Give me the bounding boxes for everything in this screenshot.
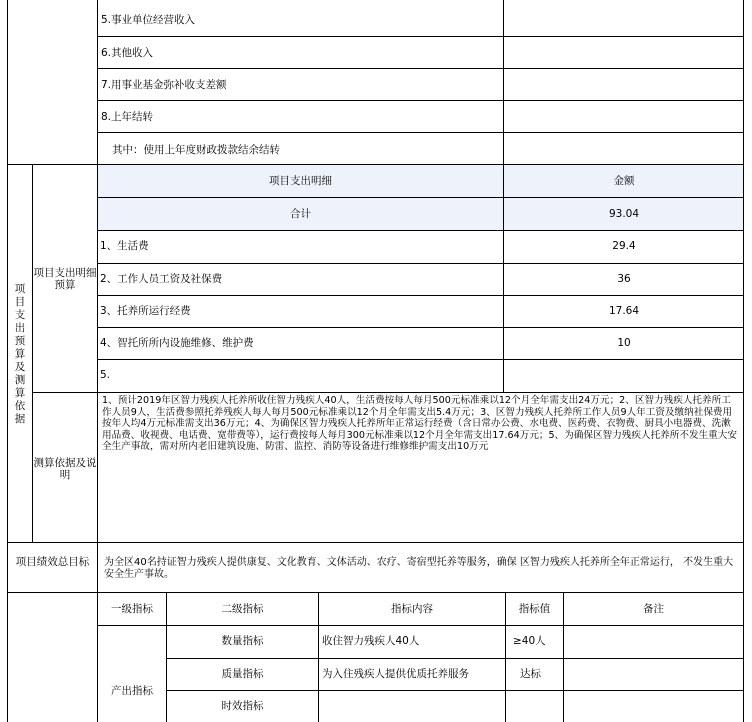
grid-line (32, 164, 33, 542)
grid-line (97, 295, 744, 296)
grid-line (97, 327, 744, 328)
detail-budget-label: 项目支出明细预算 (33, 267, 97, 291)
indicator-level2: 数量指标 (221, 635, 264, 647)
budget-section-label: 项目支出预算及测算依据 (14, 283, 26, 425)
basis-text: 1、预计2019年区智力残疾人托养所收住智力残疾人40人，生活费按每人每月500元标准乘以12个月全年需支出24万元；2、区智力残疾人托养所工作人员9人，生活费参照托养残疾人每人每月500元标准乘以12个月全年需支出5.4万元；3、区智力残疾人托养所工作人员9人年工资及缴纳社保费用按年人均4万元标准需支出36万元；4、为确保区智力残疾人托养所年正常运行经费（含日常办公费、水电费、医药费、衣物费、厨具小电器费、洗漱用品费、收视费、电话费、宽带费等），运行费按每人每月300元标准乘以12个月全年需支出17.64万元；5、为确保区智力残疾人托养所不发生重大安全生产事故，需对所内老旧建筑设施、防雷、监控、消防等设备进行维修维护需支出10万元 (102, 395, 737, 452)
detail-item-name: 3、托养所运行经费 (100, 305, 191, 317)
detail-item-name: 2、工作人员工资及社保费 (100, 273, 223, 285)
performance-goal-text: 为全区40名持证智力残疾人提供康复、文化教育、文体活动、农疗、寄宿型托养等服务，确保 区智力残疾人托养所全年正常运行， 不发生重大安全生产事故。 (104, 557, 734, 580)
indicator-content: 收住智力残疾人40人 (322, 635, 420, 647)
grid-line (97, 263, 744, 264)
detail-item-amount: 29.4 (612, 240, 636, 252)
grid-line (97, 132, 744, 133)
grid-line (166, 658, 744, 659)
detail-item-name: 4、智托所所内设施维修、维护费 (100, 337, 254, 349)
detail-item-amount: 10 (617, 337, 631, 349)
indicator-value: 达标 (520, 668, 541, 680)
detail-header-item: 项目支出明细 (269, 175, 332, 187)
grid-line (97, 197, 744, 198)
indicator-header-content: 指标内容 (391, 603, 433, 615)
grid-line (97, 68, 744, 69)
grid-line (97, 359, 744, 360)
indicator-group-label: 产出指标 (111, 685, 153, 697)
income-row-label: 其中：使用上年度财政拨款结余结转 (112, 144, 280, 156)
indicator-value: ≥40人 (513, 635, 546, 647)
income-row-label: 7.用事业基金弥补收支差额 (101, 79, 227, 91)
grid-line (7, 164, 744, 165)
total-amount: 93.04 (608, 208, 640, 220)
grid-line (32, 392, 744, 393)
income-row-label: 8.上年结转 (101, 111, 154, 123)
grid-line (743, 0, 744, 722)
grid-line (97, 0, 98, 164)
grid-line (97, 625, 744, 626)
grid-line (7, 542, 744, 543)
indicator-level2: 质量指标 (221, 668, 264, 680)
performance-goal-label: 项目绩效总目标 (15, 556, 90, 568)
detail-item-name: 1、生活费 (100, 240, 149, 252)
indicator-content: 为入住残疾人提供优质托养服务 (322, 668, 469, 680)
detail-header-amount: 金额 (613, 175, 635, 187)
indicator-header-value: 指标值 (518, 603, 551, 615)
indicator-header-level2: 二级指标 (221, 603, 264, 615)
detail-item-name: 5. (100, 369, 111, 381)
detail-item-amount: 36 (617, 273, 631, 285)
grid-line (97, 230, 744, 231)
grid-line (7, 0, 8, 722)
grid-line (97, 542, 98, 592)
indicator-level2: 时效指标 (221, 700, 264, 712)
income-row-label: 6.其他收入 (101, 47, 154, 59)
grid-line (7, 592, 744, 593)
indicator-header-remark: 备注 (643, 603, 664, 615)
grid-line (97, 100, 744, 101)
grid-line (97, 36, 744, 37)
indicator-header-level1: 一级指标 (111, 603, 153, 615)
grid-line (166, 690, 744, 691)
basis-label: 测算依据及说明 (33, 457, 97, 481)
income-row-label: 5.事业单位经营收入 (101, 14, 196, 26)
grid-line (503, 0, 504, 164)
detail-item-amount: 17.64 (608, 305, 640, 317)
total-label: 合计 (290, 208, 311, 220)
